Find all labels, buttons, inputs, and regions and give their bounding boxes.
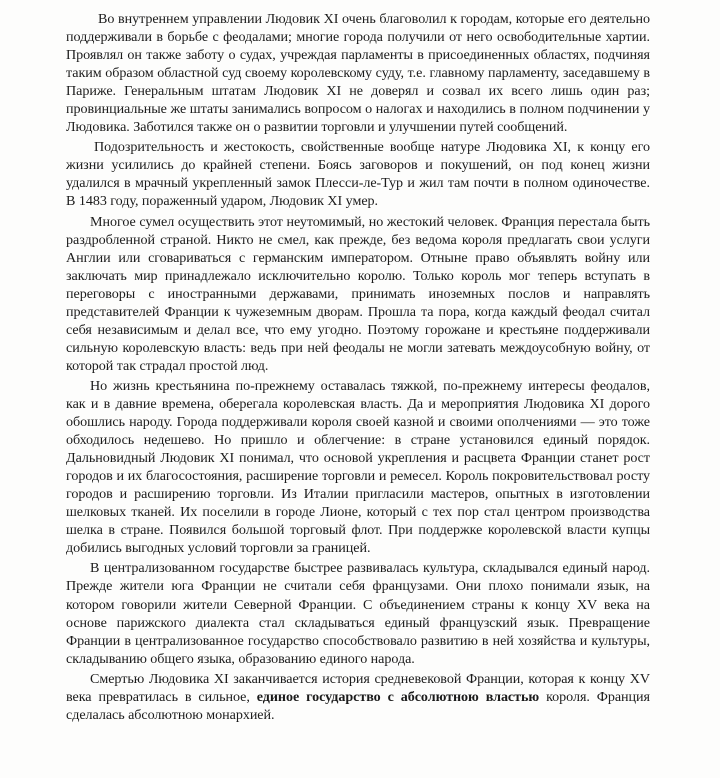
document-text <box>66 10 650 726</box>
paragraph-death-of-louis: Подозрительность и жестокость, свойственные вообще натуре Людовика XI, к концу его жизни усилились до крайней степени. Боясь заговоров и покушений, он под конец жизни удалился в мрачный укрепленный замок Плесси-ле-Тур и жил там почти в полном одиночестве. В 1483 году, пораженный ударом, Людовик XI умер. <box>66 139 650 210</box>
conclusion-bold-phrase: единое государство с абсолютною властью <box>256 688 540 705</box>
paragraph-achievements: Многое сумел осуществить этот неутомимый, но жестокий человек. Франция перестала быть раздробленной страной. Никто не смел, как прежде, без ведома короля предлагать свои услуги Англии или сговариваться с германским императором. Отныне право объявлять войну или заключать мир принадлежало исключительно королю. Только король мог теперь вступать в переговоры с иностранными державами, принимать иноземных послов и направлять представителей Франции к чужеземным дворам. Прошла та пора, когда каждый феодал считал себя независимым и делал все, что ему угодно. Поэтому горожане и крестьяне поддерживали сильную королевскую власть: ведь при ней феодалы не могли затевать междоусобную войну, от которой так страдал простой люд. <box>66 213 650 374</box>
paragraph-conclusion <box>66 670 650 724</box>
paragraph-culture-language: В централизованном государстве быстрее развивалась культура, складывался единый народ. Прежде жители юга Франции не считали себя французами. Они плохо понимали язык, на котором говорили жители Северной Франции. С объединением страны к концу XV века на основе парижского диалекта стал складываться единый французский язык. Превращение Франции в централизованное государство способствовало развитию в ней хозяйства и культуры, складыванию общего языка, образованию единого народа. <box>66 560 650 667</box>
paragraph-peasant-life: Но жизнь крестьянина по-прежнему оставалась тяжкой, по-прежнему интересы феодалов, как и в давние времена, оберегала королевская власть. Да и мероприятия Людовика XI дорого обошлись народу. Города поддерживали короля своей казной и своими ополчениями — это тоже обходилось недешево. Но пришло и облегчение: в стране установился единый порядок. Дальновидный Людовик XI понимал, что основой укрепления и расцвета Франции станет рост городов и их благосостояния, расширение торговли и ремесел. Король покровительствовал росту городов и расширению торговли. Из Италии пригласили мастеров, опытных в изготовлении шелковых тканей. Их поселили в городе Лионе, который с тех пор стал центром производства шелка в стране. Появился большой торговый флот. При поддержке королевской власти купцы добились выгодных условий торговли за границей. <box>66 377 650 557</box>
conclusion-text-end: короля. Франция сделалась абсолютною монархией. <box>66 688 650 723</box>
paragraph-city-policy: Во внутреннем управлении Людовик XI очень благоволил к городам, которые его деятельно поддерживали в борьбе с феодалами; многие города получили от него освободительные хартии. Проявлял он также заботу о судах, учреждая парламенты в присоединенных областях, подчиняя таким образом областной суд своему королевскому суду, т.е. главному парламенту, заседавшему в Париже. Генеральным штатам Людовик XI не доверял и созвал их всего лишь один раз; провинциальные же штаты занимались вопросом о налогах и находились в полном подчинении у Людовика. Заботился также он о развитии торговли и улучшении путей сообщений. <box>66 11 650 136</box>
conclusion-text-start: Смертью Людовика XI заканчивается история средневековой Франции, которая к концу XV века превратилась в сильное, <box>66 670 650 705</box>
